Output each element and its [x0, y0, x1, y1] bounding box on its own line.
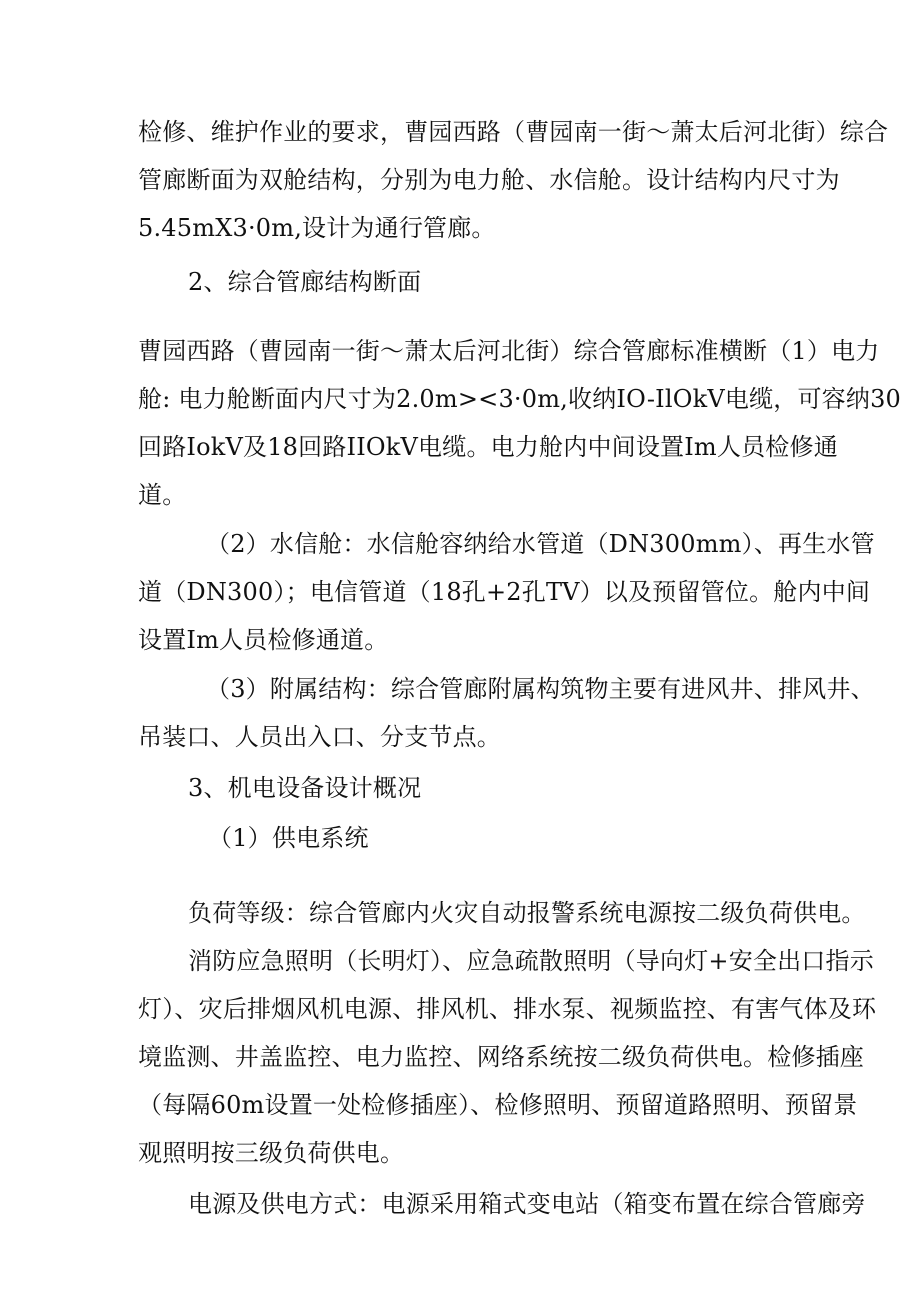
text-line: 灯）、灾后排烟风机电源、排风机、排水泵、视频监控、有害气体及环 [138, 995, 877, 1023]
text-line: 回路IokV及18回路IIOkV电缆。电力舱内中间设置Im人员检修通 [138, 433, 838, 461]
text-line: 检修、维护作业的要求，曹园西路（曹园南一街～萧太后河北街）综合 [138, 118, 889, 146]
text-line: 舱: 电力舱断面内尺寸为2.0m><3·0m,收纳IO-IlOkV电缆，可容纳30 [138, 385, 902, 413]
paragraph-structure-intro [138, 108, 889, 252]
text-line: 道。 [138, 481, 187, 509]
section-heading: 2、综合管廊结构断面 [188, 268, 422, 296]
paragraph-load-classification [138, 937, 877, 1177]
heading-mep-overview [188, 764, 848, 812]
subsection-heading: （1）供电系统 [208, 824, 369, 852]
text-line: 境监测、井盖监控、电力监控、网络系统按二级负荷供电。检修插座 [138, 1043, 864, 1071]
paragraph-power-cabin [138, 327, 902, 519]
heading-structure-section [188, 258, 848, 306]
text-line: 设置Im人员检修通道。 [138, 626, 389, 654]
text-line: 道（DN300）；电信管道（18孔+2孔TV）以及预留管位。舱内中间 [138, 578, 871, 606]
text-line: 观照明按三级负荷供电。 [138, 1139, 405, 1167]
paragraph-power-source [188, 1180, 866, 1228]
heading-power-supply [208, 814, 848, 862]
section-heading: 3、机电设备设计概况 [188, 774, 422, 802]
paragraph-load-level [188, 889, 866, 937]
text-line: 消防应急照明（长明灯）、应急疏散照明（导向灯+安全出口指示 [188, 947, 874, 975]
text-line: 曹园西路（曹园南一街～萧太后河北街）综合管廊标准横断（1）电力 [138, 337, 880, 365]
text-line: 电源及供电方式：电源采用箱式变电站（箱变布置在综合管廊旁 [188, 1190, 866, 1218]
text-line: 5.45mX3·0m,设计为通行管廊。 [138, 214, 496, 242]
text-line: 负荷等级：综合管廊内火灾自动报警系统电源按二级负荷供电。 [188, 899, 866, 927]
text-line: （3）附属结构：综合管廊附属构筑物主要有进风井、排风井、 [206, 675, 875, 703]
text-line: 管廊断面为双舱结构，分别为电力舱、水信舱。设计结构内尺寸为 [138, 166, 840, 194]
paragraph-auxiliary-structure [138, 665, 875, 761]
text-line: （2）水信舱：水信舱容纳给水管道（DN300mm）、再生水管 [206, 530, 875, 558]
text-line: 吊装口、人员出入口、分支节点。 [138, 723, 501, 751]
paragraph-water-telecom-cabin [138, 520, 875, 664]
text-line: （每隔60m设置一处检修插座）、检修照明、预留道路照明、预留景 [138, 1091, 858, 1119]
